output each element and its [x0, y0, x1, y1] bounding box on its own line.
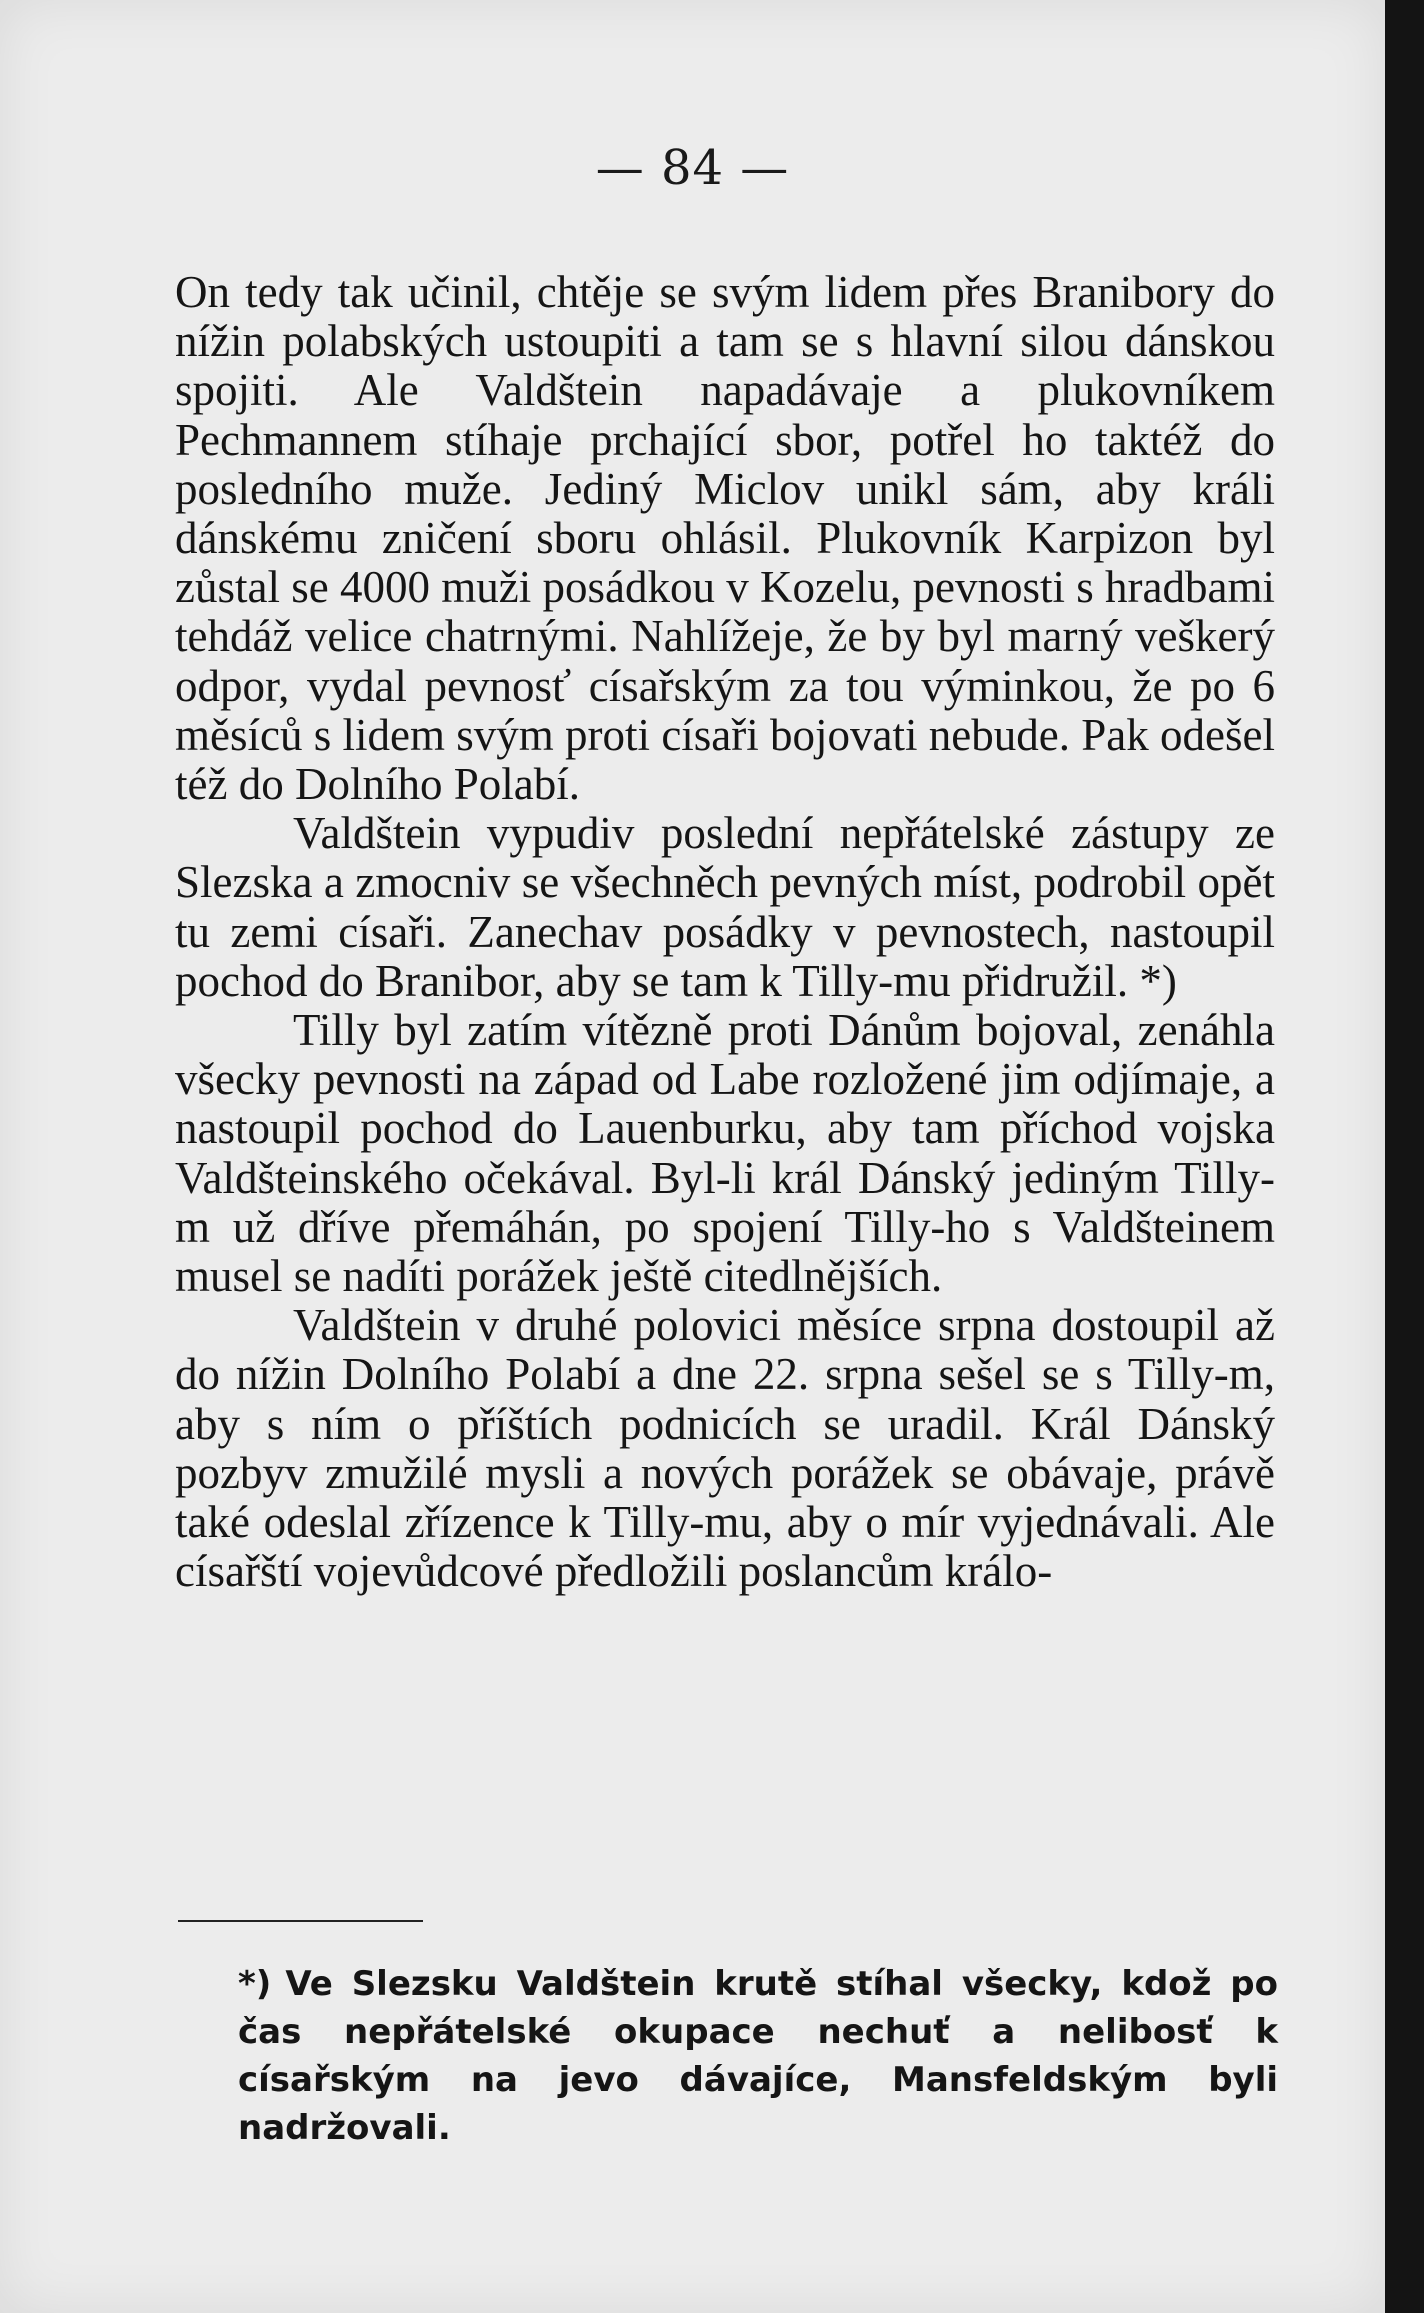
- scan-border: [1385, 0, 1424, 2313]
- main-text: [175, 268, 1275, 1596]
- paragraph: Valdštein vypudiv poslední nepřátelské zástupy ze Slezska a zmocniv se všechněch pevných míst, podrobil opět tu zemi císaři. Zanechav posádky v pevnostech, nastoupil pochod do Branibor, aby se tam k Tilly-mu přidružil. *): [175, 808, 1275, 1006]
- paragraph: Valdštein v druhé polovici měsíce srpna dostoupil až do nížin Dolního Polabí a dne 22. srpna sešel se s Tilly-m, aby s ním o příštích podnicích se uradil. Král Dánský pozbyv zmužilé mysli a nových porážek se obávaje, právě také odeslal zřízence k Tilly-mu, aby o mír vyjednávali. Ale císařští vojevůdcové předložili poslancům králo-: [175, 1300, 1275, 1597]
- footnote-divider: [178, 1920, 423, 1922]
- footnote: [238, 1960, 1278, 2152]
- footnote-marker: *): [238, 1964, 272, 2004]
- paragraph: On tedy tak učinil, chtěje se svým lidem přes Branibory do nížin polabských ustoupiti a tam se s hlavní silou dánskou spojiti. Ale Valdštein napadávaje a plukovníkem Pechmannem stíhaje prchající sbor, potřel ho taktéž do posledního muže. Jediný Miclov unikl sám, aby králi dánskému zničení sboru ohlásil. Plukovník Karpizon byl zůstal se 4000 muži posádkou v Kozelu, pevnosti s hradbami tehdáž velice chatrnými. Nahlížeje, že by byl marný veškerý odpor, vydal pevnosť císařským za tou výminkou, že po 6 měsíců s lidem svým proti císaři bojovati nebude. Pak odešel též do Dolního Polabí.: [175, 267, 1275, 810]
- page-number: — 84 —: [595, 140, 790, 196]
- paragraph: Tilly byl zatím vítězně proti Dánům bojoval, zenáhla všecky pevnosti na západ od Labe rozložené jim odjímaje, a nastoupil pochod do Lauenburku, aby tam příchod vojska Valdšteinského očekával. Byl-li král Dánský jediným Tilly-m už dříve přemáhán, po spojení Tilly-ho s Valdšteinem musel se nadíti porážek ještě citedlnějších.: [175, 1005, 1275, 1302]
- footnote-text: Ve Slezsku Valdštein krutě stíhal všecky, kdož po čas nepřátelské okupace nechuť a nelibosť k císařským na jevo dávajíce, Mansfeldským byli nadržovali.: [238, 1964, 1278, 2148]
